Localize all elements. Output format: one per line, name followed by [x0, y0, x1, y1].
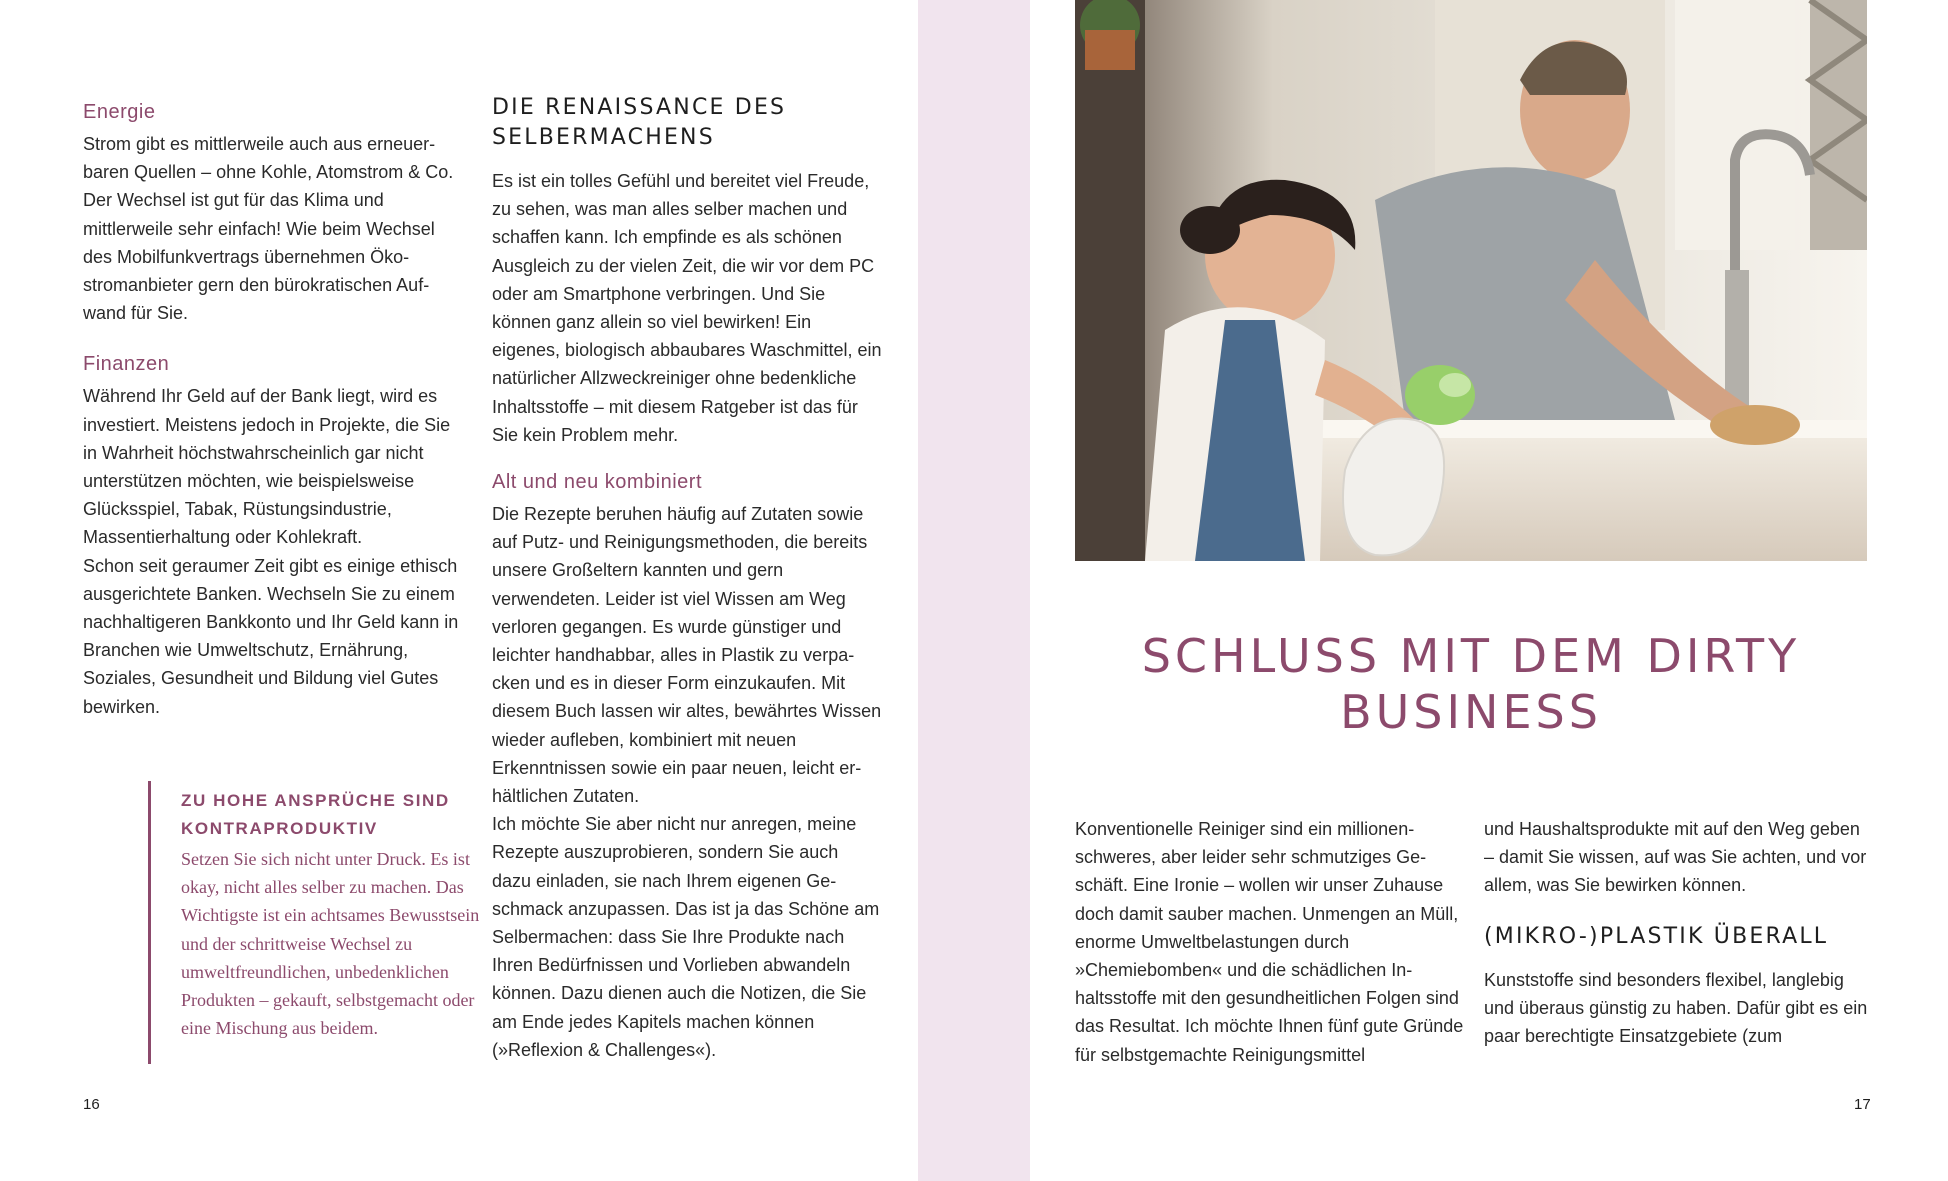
page-number-left: 16 [83, 1096, 100, 1113]
middle-column [492, 93, 882, 1064]
renaissance-intro: Es ist ein tolles Gefühl und bereitet viel Freude, zu sehen, was man alles selber machen und schaffen kann. Ich empfinde es als schönen Ausgleich zu der vielen Zeit, die wir vor dem PC oder am Smartphone verbringen. Und Sie können ganz allein so viel bewirken! Ein eigenes, biologisch abbaubares Waschmittel, ein natürlicher Allzweckreiniger ohne bedenkliche Inhaltsstoffe – mit diesem Ratgeber ist das für Sie kein Problem mehr. [492, 171, 882, 445]
finanzen-text-2: Schon seit geraumer Zeit gibt es einige ethisch ausgerichtete Banken. Wechseln Sie zu einem nachhaltigeren Bankkonto und Ihr Geld kann in Branchen wie Umweltschutz, Ernährung, Soziales, Gesundheit und Bildung viel Gutes bewirken. [83, 555, 459, 717]
left-column [83, 101, 463, 721]
alt-neu-text-2: Ich möchte Sie aber nicht nur anregen, meine Rezepte auszuprobieren, sondern Sie auch dazu einladen, sie nach Ihrem eigenen Geschmack anzupassen. Das ist ja das Schöne am Selbermachen: dass Sie Ihre Produkte nach Ihren Bedürfnissen und Vorlieben abwandeln können. Dazu dienen auch die Notizen, die Sie am Ende jedes Kapitels machen können (»Reflexion & Challenges«). [492, 814, 880, 1060]
dirty-business-text-continued: und Haushaltsprodukte mit auf den Weg geben – damit Sie wissen, auf was Sie achten, und vor allem, was Sie bewirken können. [1484, 819, 1867, 896]
plastik-heading: (MIKRO-)PLASTIK ÜBERALL [1484, 923, 1829, 949]
energie-text: Strom gibt es mittlerweile auch aus erneuerbaren Quellen – ohne Kohle, Atomstrom & Co. Der Wechsel ist gut für das Klima und mittlerweile sehr einfach! Wie beim Wechsel des Mobilfunkvertrags übernehmen Ökostromanbieter gern den bürokratischen Aufwand für Sie. [83, 134, 454, 324]
page-number-right: 17 [1854, 1096, 1871, 1113]
gutter-band [918, 0, 1030, 1181]
right-column-2 [1484, 815, 1874, 1050]
alt-neu-heading: Alt und neu kombiniert [492, 471, 703, 494]
section-title: SCHLUSS MIT DEM DIRTY BUSINESS [1141, 629, 1801, 739]
callout-title: ZU HOHE ANSPRÜCHE SIND KONTRAPRODUKTIV [181, 791, 450, 838]
right-column-1 [1075, 815, 1465, 1069]
dirty-business-text: Konventionelle Reiniger sind ein millionenschweres, aber leider sehr schmutziges Geschäft. Eine Ironie – wollen wir unser Zuhause doch damit sauber machen. Unmengen an Müll, enorme Umweltbelastungen durch »Chemiebomben« und die schädlichen Inhaltsstoffe mit den gesundheitlichen Folgen sind das Resultat. Ich möchte Ihnen fünf gute Gründe für selbstgemachte Reinigungsmittel [1075, 819, 1464, 1065]
kitchen-photo [1075, 0, 1867, 561]
renaissance-heading: DIE RENAISSANCE DES SELBERMACHENS [492, 95, 787, 150]
plastik-text: Kunststoffe sind besonders flexibel, langlebig und überaus günstig zu haben. Dafür gibt es ein paar berechtigte Einsatzgebiete (zum [1484, 969, 1868, 1047]
alt-neu-text-1: Die Rezepte beruhen häufig auf Zutaten sowie auf Putz- und Reinigungsmethoden, die bereits unsere Großeltern kannten und gern verwendeten. Leider ist viel Wissen am Weg verloren gegangen. Es wurde günstiger und leichter handhabbar, alles in Plastik zu verpacken und es in dieser Form einzukaufen. Mit diesem Buch lassen wir altes, bewährtes Wissen wieder aufleben, kombiniert mit neuen Erkenntnissen sowie ein paar neuen, leicht erhältlichen Zutaten. [492, 504, 882, 807]
finanzen-heading: Finanzen [83, 353, 170, 376]
finanzen-text-1: Während Ihr Geld auf der Bank liegt, wird es investiert. Meistens jedoch in Projekte, die Sie in Wahrheit höchstwahrscheinlich gar nicht unterstützen möchten, wie beispielsweise Glücksspiel, Tabak, Rüstungsindustrie, Massentierhaltung oder Kohlekraft. [83, 386, 451, 548]
energie-heading: Energie [83, 101, 156, 123]
left-page [0, 0, 918, 1181]
callout-text: Setzen Sie sich nicht unter Druck. Es ist okay, nicht alles selber zu machen. Das Wichtigste ist ein achtsames Bewusstsein und der schrittweise Wechsel zu umweltfreundlichen, unbedenklichen Produkten – gekauft, selbstgemacht oder eine Mischung aus beidem. [181, 849, 480, 1039]
callout-box [148, 781, 503, 1064]
